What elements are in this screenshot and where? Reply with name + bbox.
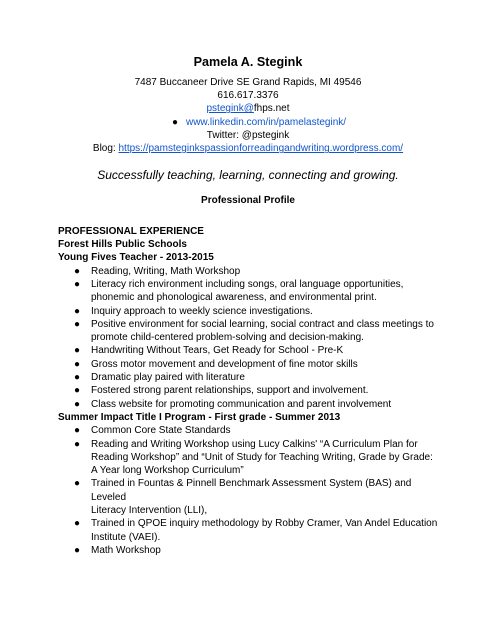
bullet-icon: ●: [74, 425, 81, 437]
list-item-text: Reading and Writing Workshop using Lucy Calkins' “A Curriculum Plan for Reading Workshop” and “Unit of Study for Teaching Writing, Grade by Grade: A Year long Workshop Curriculum”: [91, 438, 433, 477]
employer: Forest Hills Public Schools: [58, 239, 187, 251]
email-domain: fhps.net: [253, 103, 290, 115]
bullet-icon: ●: [74, 398, 81, 410]
job-title: Young Fives Teacher - 2013-2015: [58, 252, 214, 264]
list-item: [58, 544, 438, 557]
bullet-icon: ●: [74, 478, 81, 490]
list-item: [58, 265, 438, 278]
list-item-text: Common Core State Standards: [91, 425, 231, 437]
list-item-text: Dramatic play paired with literature: [91, 372, 245, 384]
job-title: Summer Impact Title I Program - First grade - Summer 2013: [58, 411, 341, 423]
list-item-text: Gross motor movement and development of fine motor skills: [91, 358, 358, 370]
phone: 616.617.3376: [217, 90, 279, 102]
list-item: [58, 424, 438, 437]
list-item: [58, 278, 438, 305]
list-item-text: Trained in Fountas & Pinnell Benchmark Assessment System (BAS) and Leveled: [91, 478, 412, 503]
list-item: [58, 344, 438, 357]
bullet-icon: ●: [74, 318, 81, 330]
bullet-icon: ●: [74, 358, 81, 370]
list-item-text: Reading, Writing, Math Workshop: [91, 265, 241, 277]
list-item: [58, 398, 438, 411]
list-item-text: Inquiry approach to weekly science investigations.: [91, 305, 313, 317]
blog-line: [58, 142, 438, 155]
linkedin-link[interactable]: www.linkedin.com/in/pamelastegink/: [185, 116, 347, 128]
linkedin-line: [58, 116, 438, 129]
list-item-text: Math Workshop: [91, 544, 161, 556]
bullet-icon: ●: [74, 345, 81, 357]
list-item-text: Literacy rich environment including songs, oral language opportunities, phonemic and phonological awareness, and environmental print.: [91, 278, 404, 304]
list-item-continuation: Literacy Intervention (LLI),: [91, 505, 208, 516]
list-item-text: Positive environment for social learning, social contract and class meetings to promote child-centered problem-solving and decision-making.: [91, 318, 434, 344]
list-item-text: Handwriting Without Tears, Get Ready for School - Pre-K: [91, 345, 344, 357]
tagline: Successfully teaching, learning, connecting and growing.: [97, 167, 399, 182]
blog-link[interactable]: https://pamsteginkspassionforreadingandwriting.wordpress.com/: [118, 143, 404, 155]
bullet-icon: ●: [74, 518, 81, 530]
list-item: [58, 438, 438, 478]
experience-heading: PROFESSIONAL EXPERIENCE: [58, 225, 204, 237]
bullet-icon: ●: [74, 372, 81, 384]
bullet-icon: ●: [74, 265, 81, 277]
bullet-icon: ●: [74, 438, 81, 450]
job2-bullet-list: [58, 424, 438, 504]
resume-page: [58, 54, 438, 557]
twitter: Twitter: @pstegink: [206, 129, 290, 141]
list-item-text: Class website for promoting communication and parent involvement: [91, 398, 392, 410]
bullet-icon: ●: [74, 385, 81, 397]
list-item: [58, 477, 438, 504]
bullet-icon: ●: [74, 544, 81, 556]
email: [58, 102, 438, 115]
list-item: [58, 358, 438, 371]
list-item: [58, 371, 438, 384]
profile-heading: Professional Profile: [201, 195, 295, 207]
address: 7487 Buccaneer Drive SE Grand Rapids, MI 49546: [134, 76, 362, 88]
list-item: [58, 384, 438, 397]
blog-label: Blog:: [92, 143, 119, 155]
bullet-icon: ●: [74, 305, 81, 317]
resume-name: Pamela A. Stegink: [193, 55, 303, 69]
job1-bullet-list: [58, 265, 438, 411]
list-item-text: Fostered strong parent relationships, support and involvement.: [91, 385, 369, 397]
list-item-text: Trained in QPOE inquiry methodology by Robby Cramer, Van Andel Education Institute (VAEI).: [91, 518, 438, 543]
bullet-icon: ●: [171, 116, 178, 128]
list-item: [58, 517, 438, 544]
email-link[interactable]: pstegink@: [206, 103, 254, 115]
list-item: [58, 318, 438, 345]
bullet-icon: ●: [74, 278, 81, 290]
job2-bullet-list-continued: [58, 517, 438, 557]
list-item: [58, 305, 438, 318]
